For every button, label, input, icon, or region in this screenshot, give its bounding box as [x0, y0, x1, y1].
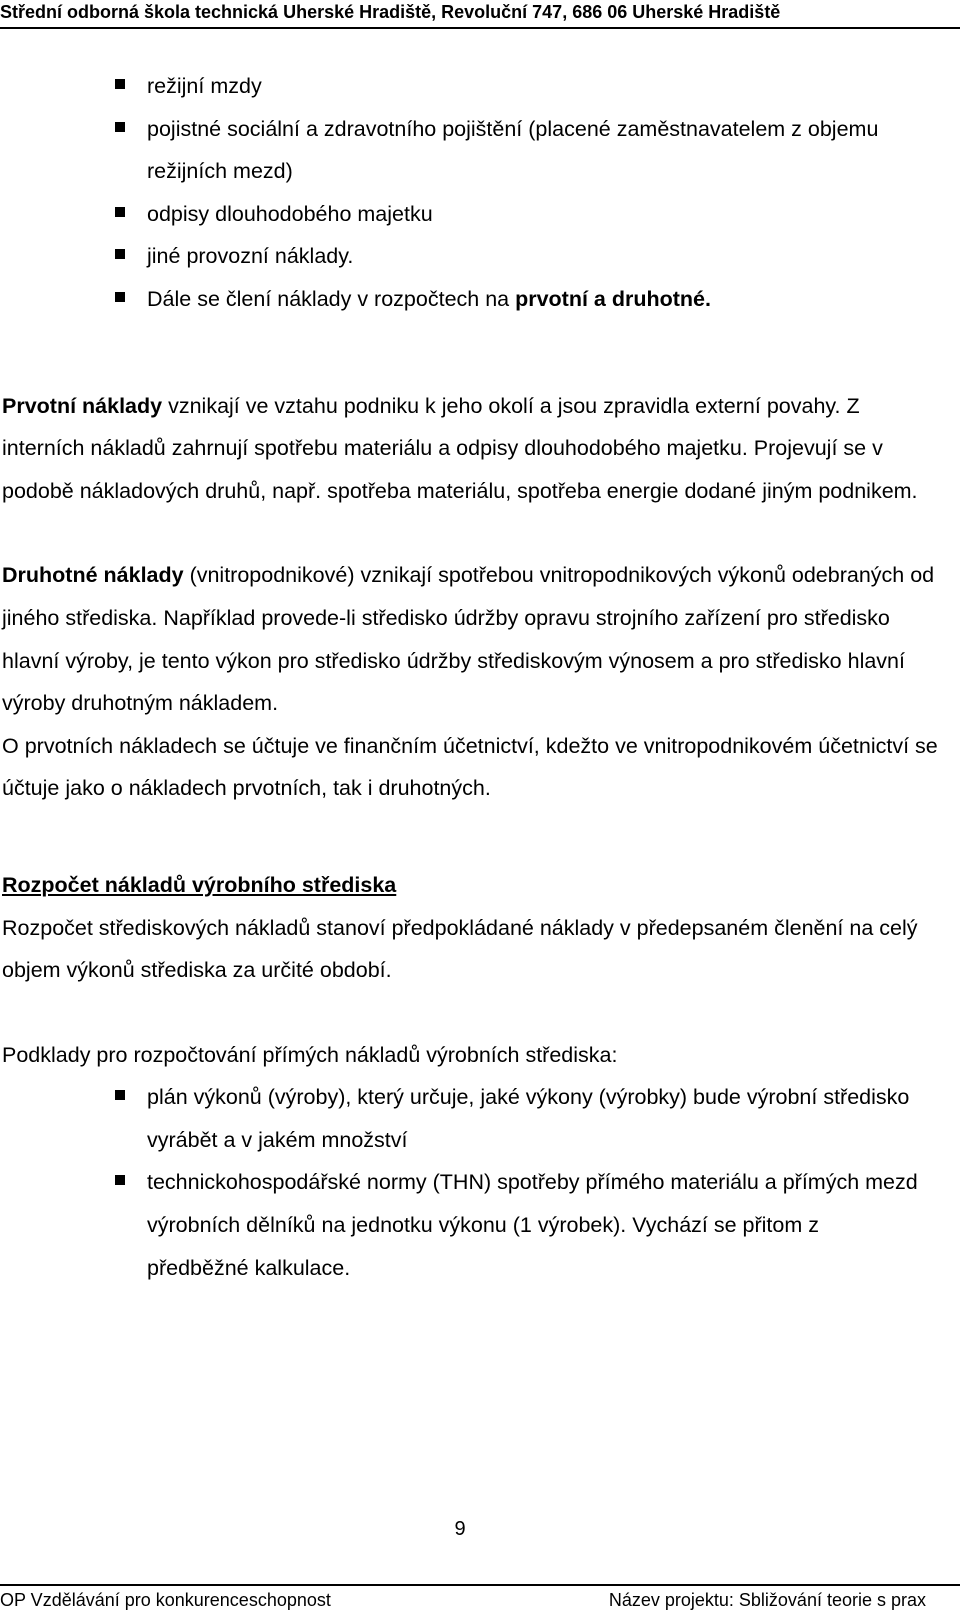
square-bullet-icon: [115, 1175, 125, 1185]
budget-paragraph: Rozpočet střediskových nákladů stanoví předpokládané náklady v předepsaném členění na celý objem výkonů střediska za určité období.: [2, 915, 918, 983]
direct-costs-list: [2, 1076, 942, 1289]
header-text: Střední odborná škola technická Uherské Hradiště, Revoluční 747, 686 06 Uherské Hradiště: [0, 2, 781, 22]
footer-left-text: OP Vzdělávání pro konkurenceschopnost: [0, 1590, 331, 1610]
header-rule: [0, 27, 960, 29]
list-item: pojistné sociální a zdravotního pojištění (placené zaměstnavatelem z objemu režijních mezd): [2, 108, 942, 193]
square-bullet-icon: [115, 79, 125, 89]
document-body: [2, 65, 942, 1289]
list-item: jiné provozní náklady.: [2, 235, 942, 278]
page-number: 9: [454, 1518, 466, 1540]
page-footer: [0, 1584, 960, 1624]
square-bullet-icon: [115, 207, 125, 217]
direct-costs-intro: Podklady pro rozpočtování přímých nákladů výrobních střediska:: [2, 1042, 618, 1067]
square-bullet-icon: [115, 122, 125, 132]
list-item: plán výkonů (výroby), který určuje, jaké výkony (výrobky) bude výrobní středisko vyrábět a v jakém množství: [2, 1076, 942, 1161]
page-header: [0, 0, 960, 36]
cost-items-list: [2, 65, 942, 321]
list-item: odpisy dlouhodobého majetku: [2, 193, 942, 236]
square-bullet-icon: [115, 249, 125, 259]
square-bullet-icon: [115, 292, 125, 302]
footer-rule: [0, 1584, 960, 1586]
footer-right-text: Název projektu: Sbližování teorie s prax: [608, 1590, 926, 1610]
list-item: Dále se člení náklady v rozpočtech na prvotní a druhotné.: [2, 278, 942, 321]
section-heading: Rozpočet nákladů výrobního střediska: [2, 872, 397, 897]
list-item: režijní mzdy: [2, 65, 942, 108]
primary-costs-paragraph: Prvotní náklady vznikají ve vztahu podniku k jeho okolí a jsou zpravidla externí povahy. Z interních nákladů zahrnují spotřebu materiálu a odpisy dlouhodobého majetku. Projevují se v podobě nákladových druhů, např. spotřeba materiálu, spotřeba energie dodané jiným podnikem.: [2, 393, 918, 503]
secondary-costs-paragraph: Druhotné náklady (vnitropodnikové) vznikají spotřebou vnitropodnikových výkonů odebraných od jiného střediska. Například provede-li středisko údržby opravu strojního zařízení pro středisko hlavní výroby, je tento výkon pro středisko údržby střediskovým výnosem a pro středisko hlavní výroby druhotným nákladem.: [2, 563, 935, 716]
list-item: technickohospodářské normy (THN) spotřeby přímého materiálu a přímých mezd výrobních dělníků na jednotku výkonu (1 výrobek). Vychází se přitom z předběžné kalkulace.: [2, 1161, 942, 1289]
accounting-paragraph: O prvotních nákladech se účtuje ve finančním účetnictví, kdežto ve vnitropodnikovém účetnictví se účtuje jako o nákladech prvotních, tak i druhotných.: [2, 733, 938, 801]
square-bullet-icon: [115, 1090, 125, 1100]
